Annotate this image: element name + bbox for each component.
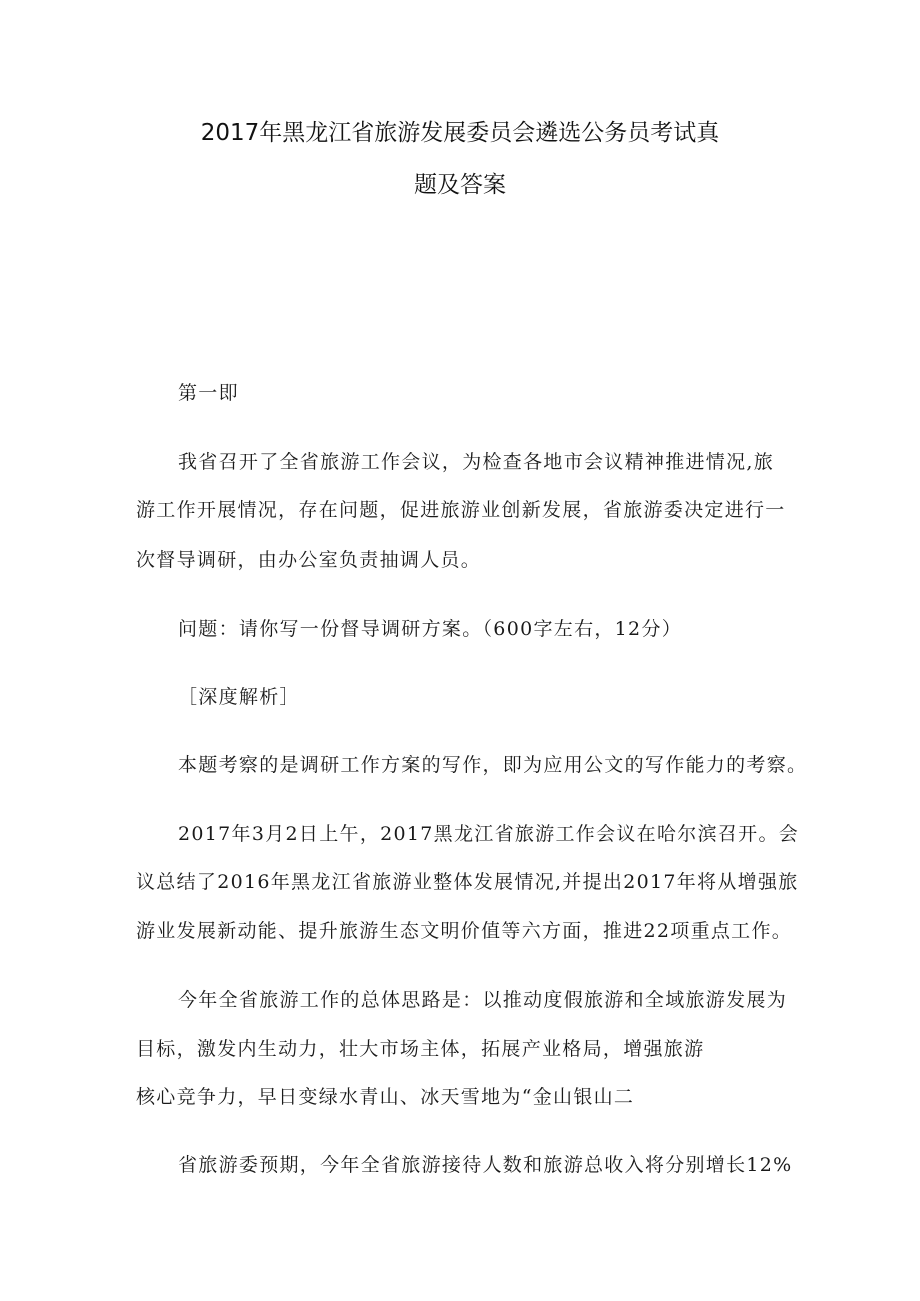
paragraph-1-line-1: 我省召开了全省旅游工作会议，为检查各地市会议精神推进情况,旅 <box>178 451 775 473</box>
analysis-label: ［深度解析］ <box>178 686 300 708</box>
paragraph-3-line-2: 议总结了2016年黑龙江省旅游业整体发展情况,并提出2017年将从增强旅 <box>136 871 799 893</box>
paragraph-5-line-1: 省旅游委预期，今年全省旅游接待人数和旅游总收入将分别增长12% <box>178 1154 793 1176</box>
section-label: 第一即 <box>178 382 239 404</box>
paragraph-3-line-1: 2017年3月2日上午，2017黑龙江省旅游工作会议在哈尔滨召开。会 <box>178 823 800 845</box>
paragraph-2: 本题考察的是调研工作方案的写作，即为应用公文的写作能力的考察。 <box>178 754 808 776</box>
paragraph-4-line-1: 今年全省旅游工作的总体思路是：以推动度假旅游和全域旅游发展为 <box>178 989 788 1011</box>
document-title-line-2: 题及答案 <box>414 172 506 198</box>
paragraph-1-line-2: 游工作开展情况，存在问题，促进旅游业创新发展，省旅游委决定进行一 <box>136 499 786 521</box>
document-title-line-1: 2017年黑龙江省旅游发展委员会遴选公务员考试真 <box>200 120 720 146</box>
paragraph-4-line-2: 目标，激发内生动力，壮大市场主体，拓展产业格局，增强旅游 <box>136 1038 705 1060</box>
paragraph-4-line-3: 核心竞争力，早日变绿水青山、冰天雪地为“金山银山二 <box>136 1086 635 1108</box>
paragraph-1-line-3: 次督导调研，由办公室负责抽调人员。 <box>136 549 482 571</box>
question-text: 问题：请你写一份督导调研方案。（600字左右，12分） <box>178 618 683 640</box>
paragraph-3-line-3: 游业发展新动能、提升旅游生态文明价值等六方面，推进22项重点工作。 <box>136 920 793 942</box>
